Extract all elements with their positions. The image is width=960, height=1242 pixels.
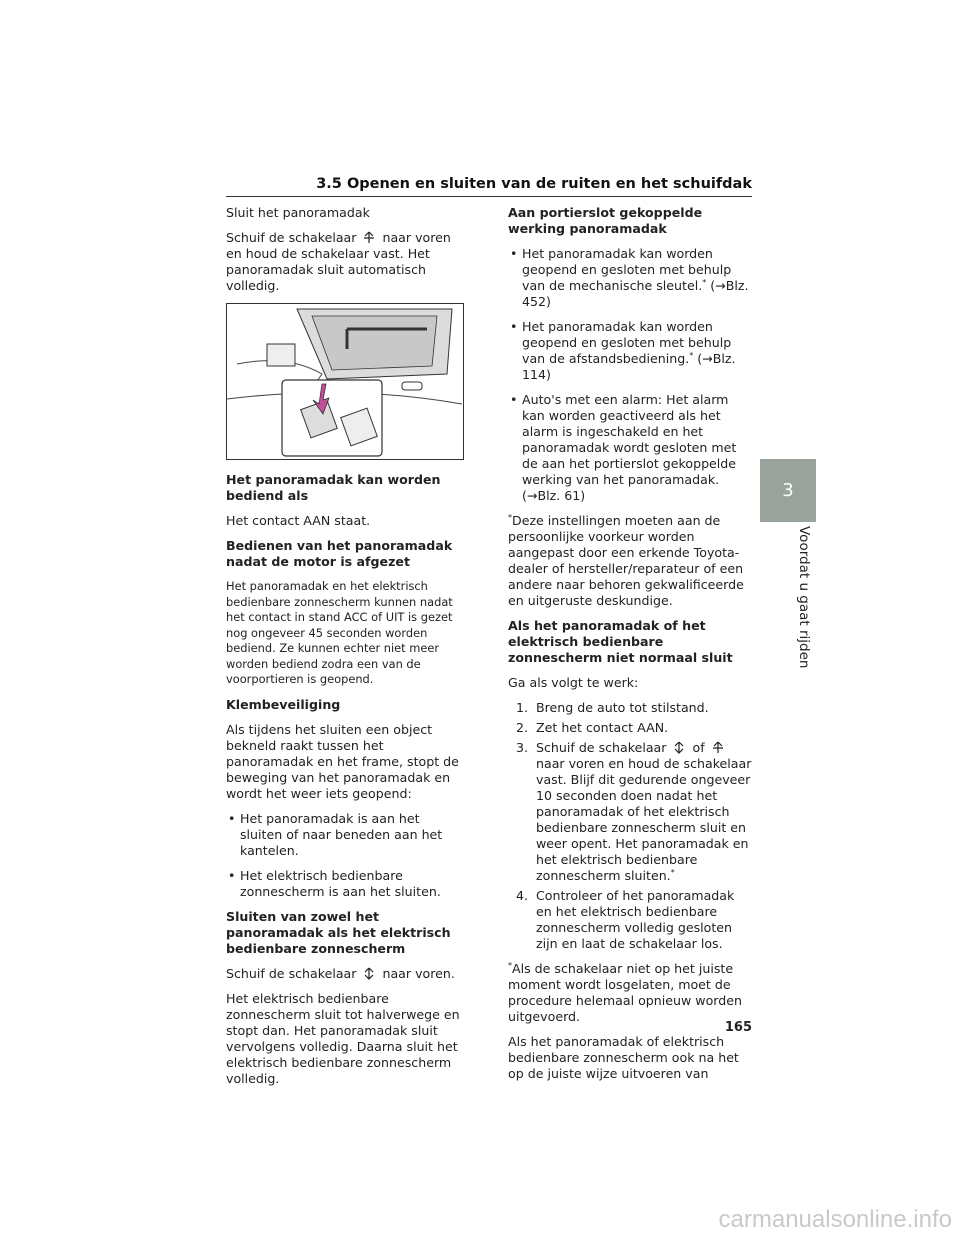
step-item: 3. Schuif de schakelaar of naar voren en houd de schakelaar vast. Blijf dit gedurende ongeveer 10 seconden doen nadat het panoramadak of het elektrisch bedienbare zonnescherm sluit en weer opent. Het panoramadak en het elektrisch bedienbare zonnescherm sluiten.* [516, 740, 752, 883]
right-column [508, 205, 752, 1091]
left-column [226, 205, 462, 1096]
heading: Bedienen van het panoramadak nadat de motor is afgezet [226, 538, 453, 569]
roof-diagram [227, 304, 463, 459]
section-header: 3.5 Openen en sluiten van de ruiten en het schuifdak [226, 176, 752, 197]
switch-forward-icon [362, 967, 376, 980]
switch-back-icon [711, 741, 725, 754]
chapter-label: Voordat u gaat rijden [796, 526, 812, 669]
paragraph: Het panoramadak en het elektrisch bedienbare zonnescherm kunnen nadat het contact in stand ACC of UIT is gezet nog ongeveer 45 seconden worden bediend. Ze kunnen echter niet meer worden bediend zodra een van de voorportieren is geopend. [226, 579, 453, 686]
paragraph: Het elektrisch bedienbare zonnescherm sluit tot halverwege en stopt dan. Het panoramadak sluit vervolgens volledig. Daarna sluit het elektrisch bedienbare zonnescherm volledig. [226, 990, 460, 1086]
paragraph: Het contact AAN staat. [226, 513, 371, 528]
heading: Als het panoramadak of het elektrisch bedienbare zonnescherm niet normaal sluit [508, 618, 733, 665]
list-item: • Het panoramadak is aan het sluiten of naar beneden aan het kantelen. [226, 811, 462, 859]
footnote: *Als de schakelaar niet op het juiste moment wordt losgelaten, moet de procedure helemaal opnieuw worden uitgevoerd. [508, 960, 742, 1024]
step-item: 1. Breng de auto tot stilstand. [516, 700, 709, 715]
switch-forward-icon [672, 741, 686, 754]
paragraph: Ga als volgt te werk: [508, 675, 639, 690]
list-item: • Het panoramadak kan worden geopend en gesloten met behulp van de mechanische sleutel.* (→Blz. 452) [508, 246, 752, 310]
paragraph: Schuif de schakelaar naar voren. [226, 965, 455, 981]
list-item: • Het panoramadak kan worden geopend en gesloten met behulp van de afstandsbediening.* (→Blz. 114) [508, 319, 752, 383]
footnote: *Deze instellingen moeten aan de persoonlijke voorkeur worden aangepast door een erkende Toyota-dealer of hersteller/reparateur of een andere naar behoren gekwalificeerde en uitgeruste deskundige. [508, 512, 744, 608]
paragraph: Sluit het panoramadak [226, 205, 370, 220]
list-item: • Het elektrisch bedienbare zonnescherm is aan het sluiten. [226, 868, 462, 900]
chapter-tab: 3 [760, 459, 816, 522]
paragraph: Schuif de schakelaar naar voren en houd de schakelaar vast. Het panoramadak sluit automatisch volledig. [226, 230, 451, 293]
switch-back-icon [362, 231, 376, 244]
paragraph: Als tijdens het sluiten een object bekneld raakt tussen het panoramadak en het frame, stopt de beweging van het panoramadak en wordt het weer iets geopend: [226, 721, 459, 801]
heading: Aan portierslot gekoppelde werking panoramadak [508, 205, 703, 236]
paragraph: Als het panoramadak of elektrisch bedienbare zonnescherm ook na het op de juiste wijze uitvoeren van [508, 1034, 739, 1081]
heading: Sluiten van zowel het panoramadak als het elektrisch bedienbare zonnescherm [226, 908, 451, 956]
heading: Klembeveiliging [226, 696, 341, 712]
heading: Het panoramadak kan worden bediend als [226, 472, 441, 503]
page-number: 165 [724, 1020, 752, 1035]
list-item: • Auto's met een alarm: Het alarm kan worden geactiveerd als het alarm is ingeschakeld en het panoramadak wordt gesloten met de aan het portierslot gekoppelde werking van het panoramadak. (→Blz. 61) [508, 392, 752, 504]
step-item: 4. Controleer of het panoramadak en het elektrisch bedienbare zonnescherm volledig gesloten zijn en laat de schakelaar los. [516, 888, 735, 951]
step-item: 2. Zet het contact AAN. [516, 720, 669, 735]
watermark: carmanualsonline.info [718, 1206, 952, 1233]
panoramic-roof-switch-illustration [226, 303, 464, 460]
